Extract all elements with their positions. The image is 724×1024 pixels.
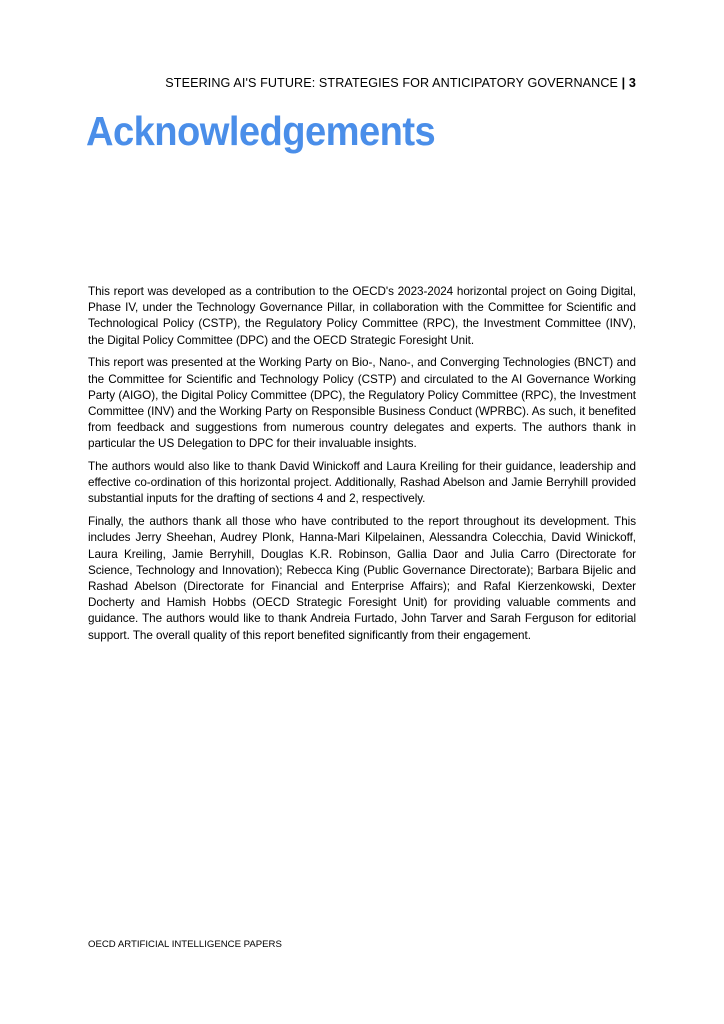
acknowledgements-body — [88, 284, 636, 650]
running-header — [88, 76, 636, 90]
footer-series: OECD ARTIFICIAL INTELLIGENCE PAPERS — [88, 939, 282, 950]
running-title: STEERING AI'S FUTURE: STRATEGIES FOR ANTICIPATORY GOVERNANCE — [165, 76, 619, 90]
paragraph-guidance: The authors would also like to thank David Winickoff and Laura Kreiling for their guidance, leadership and effective co-ordination of this horizontal project. Additionally, Rashad Abelson and Jamie Berryhill provided substantial inputs for the drafting of sections 4 and 2, respectively. — [88, 460, 636, 506]
paragraph-contribution: This report was developed as a contribution to the OECD's 2023-2024 horizontal project on Going Digital, Phase IV, under the Technology Governance Pillar, in collaboration with the Committee for Scientific and Technological Policy (CSTP), the Regulatory Policy Committee (RPC), the Investment Committee (INV), the Digital Policy Committee (DPC) and the OECD Strategic Foresight Unit. — [88, 285, 636, 347]
paragraph-contributors: Finally, the authors thank all those who have contributed to the report throughout its development. This includes Jerry Sheehan, Audrey Plonk, Hanna-Mari Kilpelainen, Alessandra Colecchia, David Winickoff, Laura Kreiling, Jamie Berryhill, Douglas K.R. Robinson, Gallia Daor and Julia Carro (Directorate for Science, Technology and Innovation); Rebecca King (Public Governance Directorate); Barbara Bijelic and Rashad Abelson (Directorate for Financial and Enterprise Affairs); and Rafal Kierzenkowski, Dexter Docherty and Hamish Hobbs (OECD Strategic Foresight Unit) for providing valuable comments and guidance. The authors would like to thank Andreia Furtado, John Tarver and Sarah Ferguson for editorial support. The overall quality of this report benefited significantly from their engagement. — [88, 515, 636, 642]
page-number: 3 — [628, 76, 636, 90]
paragraph-presentation: This report was presented at the Working Party on Bio-, Nano-, and Converging Technologies (BNCT) and the Committee for Scientific and Technology Policy (CSTP) and circulated to the AI Governance Working Party (AIGO), the Digital Policy Committee (DPC), the Regulatory Policy Committee (RPC), the Investment Committee (INV) and the Working Party on Responsible Business Conduct (WPRBC). As such, it benefited from feedback and suggestions from numerous country delegates and experts. The authors thank in particular the US Delegation to DPC for their invaluable insights. — [88, 356, 636, 451]
page-title: Acknowledgements — [86, 108, 436, 154]
header-separator: | — [621, 76, 626, 90]
